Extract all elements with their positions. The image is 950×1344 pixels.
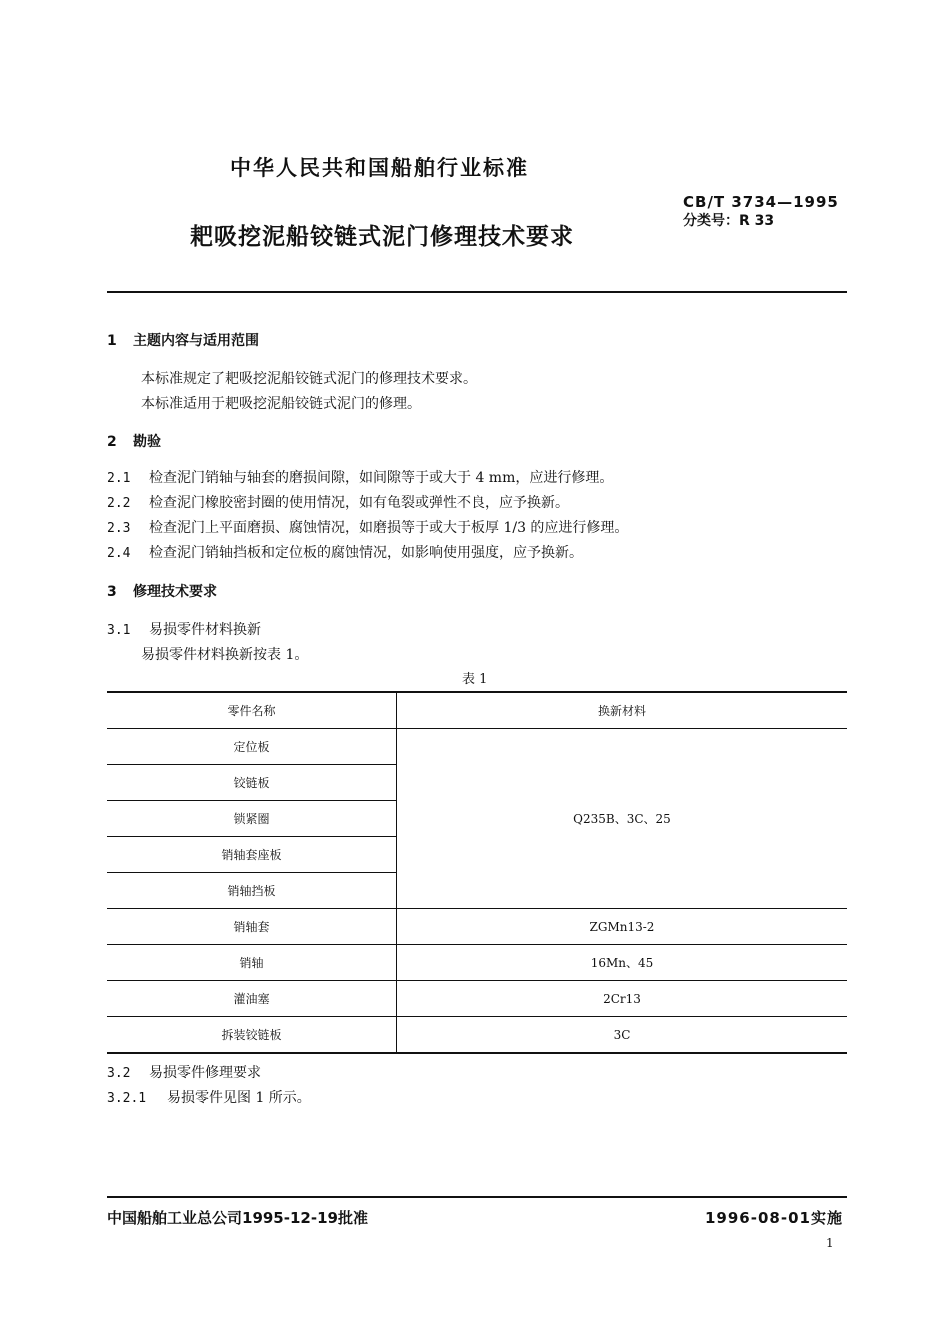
part-name-cell: 销轴挡板: [107, 873, 397, 909]
header-divider: [107, 291, 847, 293]
header-part-name: 零件名称: [107, 692, 397, 729]
clause-number: 2.4: [107, 546, 131, 561]
clause-2-2: [107, 492, 569, 512]
section-title: 勘验: [133, 434, 161, 450]
clause-text: 检查泥门销轴与轴套的磨损间隙，如间隙等于或大于 4 mm，应进行修理。: [149, 470, 614, 486]
section-number: 3: [107, 584, 117, 600]
footer-divider: [107, 1196, 847, 1198]
table-row: [107, 729, 847, 765]
table-header-row: [107, 692, 847, 729]
header-material: 换新材料: [397, 692, 848, 729]
standard-organization: 中华人民共和国船舶行业标准: [230, 156, 529, 180]
clause-number: 3.1: [107, 623, 131, 638]
paragraph: 本标准规定了耙吸挖泥船铰链式泥门的修理技术要求。: [141, 371, 477, 387]
section-2-heading: [107, 431, 161, 451]
part-name-cell: 销轴套: [107, 909, 397, 945]
clause-title: 易损零件材料换新: [149, 622, 261, 638]
material-cell: 2Cr13: [397, 981, 848, 1017]
implementation-date: 1996-08-01实施: [705, 1209, 843, 1227]
table-row: [107, 909, 847, 945]
material-table: [107, 691, 847, 1054]
clause-2-4: [107, 542, 583, 562]
clause-number: 2.2: [107, 496, 131, 511]
material-cell: Q235B、3C、25: [397, 729, 848, 909]
section-1-heading: [107, 330, 259, 350]
part-name-cell: 锁紧圈: [107, 801, 397, 837]
clause-number: 2.3: [107, 521, 131, 536]
material-cell: 16Mn、45: [397, 945, 848, 981]
clause-2-1: [107, 467, 613, 487]
section-title: 修理技术要求: [133, 584, 217, 600]
part-name-cell: 拆装铰链板: [107, 1017, 397, 1054]
paragraph: 本标准适用于耙吸挖泥船铰链式泥门的修理。: [141, 396, 421, 412]
table-row: [107, 945, 847, 981]
approval-line: 中国船舶工业总公司1995-12-19批准: [107, 1209, 368, 1227]
clause-title: 易损零件修理要求: [149, 1065, 261, 1081]
part-name-cell: 销轴: [107, 945, 397, 981]
table-caption: 表 1: [462, 672, 488, 687]
clause-3-2: [107, 1062, 261, 1082]
section-number: 1: [107, 333, 117, 349]
clause-2-3: [107, 517, 628, 537]
clause-text: 检查泥门橡胶密封圈的使用情况，如有龟裂或弹性不良，应予换新。: [149, 495, 569, 511]
part-name-cell: 灌油塞: [107, 981, 397, 1017]
section-title: 主题内容与适用范围: [133, 333, 259, 349]
material-cell: 3C: [397, 1017, 848, 1054]
part-name-cell: 销轴套座板: [107, 837, 397, 873]
clause-text: 检查泥门销轴挡板和定位板的腐蚀情况，如影响使用强度，应予换新。: [149, 545, 583, 561]
part-name-cell: 定位板: [107, 729, 397, 765]
part-name-cell: 铰链板: [107, 765, 397, 801]
table-row: [107, 1017, 847, 1054]
document-title: 耙吸挖泥船铰链式泥门修理技术要求: [190, 224, 574, 250]
page-number: 1: [826, 1236, 834, 1250]
clause-number: 2.1: [107, 471, 131, 486]
classification-number: 分类号：R 33: [683, 213, 775, 229]
clause-number: 3.2: [107, 1066, 131, 1081]
clause-number: 3.2.1: [107, 1091, 147, 1106]
standard-number: CB/T 3734—1995: [683, 193, 839, 211]
section-3-heading: [107, 581, 217, 601]
clause-3-2-1: [107, 1087, 311, 1107]
clause-3-1: [107, 619, 261, 639]
clause-text: 检查泥门上平面磨损、腐蚀情况，如磨损等于或大于板厚 1/3 的应进行修理。: [149, 520, 629, 536]
material-cell: ZGMn13-2: [397, 909, 848, 945]
paragraph: 易损零件材料换新按表 1。: [141, 647, 309, 663]
section-number: 2: [107, 434, 117, 450]
clause-text: 易损零件见图 1 所示。: [167, 1090, 311, 1106]
table-row: [107, 981, 847, 1017]
